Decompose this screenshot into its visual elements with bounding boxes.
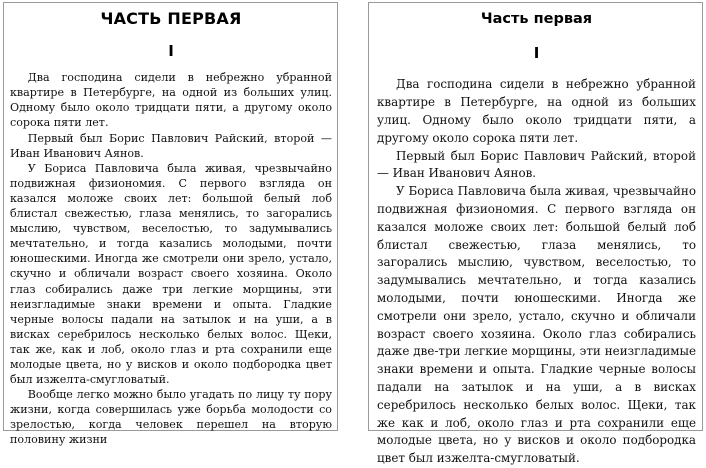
paragraph: У Бориса Павловича была живая, чрезвычайно подвижная физиономия. С первого взгляда он казался моложе своих лет: большой белый лоб блистал свежестью, глаза менялись, то загорались мыслию, чувством, веселостью, то задумывались мечтательно, и тогда казались молодыми, почти юношескими. Иногда же смотрели они зрело, устало, скучно и обличали возраст своего хозяина. Около глаз собирались даже три легкие морщины, эти неизгладимые знаки времени и опыта. Гладкие черные волосы падали на затылок и на уши, а в висках серебрилось несколько белых волос. Щеки, так же, как и лоб, около глаз и рта сохранили еще молодые цвета, но у висков и около подбородка цвет был изжелта-смугловатый. <box>10 161 332 387</box>
chapter-number: I <box>533 44 540 63</box>
chapter-number: I <box>168 42 174 61</box>
paragraph: Первый был Борис Павлович Райский, второй — Иван Иванович Аянов. <box>377 148 696 181</box>
paragraph: Первый был Борис Павлович Райский, второй — Иван Иванович Аянов. <box>10 131 332 160</box>
paragraph: Два господина сидели в небрежно убранной квартире в Петербурге, на одной из больших улиц. Одному было около тридцати пяти, а другому около сорока пяти лет. <box>10 71 332 130</box>
part-title: Часть первая <box>480 11 593 27</box>
part-title: ЧАСТЬ ПЕРВАЯ <box>100 9 242 28</box>
left-page <box>3 2 338 447</box>
paragraph: Вообще легко можно было угадать по лицу ту пору жизни, когда совершилась уже борьба молодости со зрелостью, когда человек перешел на вторую половину жизни <box>10 388 332 447</box>
paragraph: Два господина сидели в небрежно убранной квартире в Петербурге, на одной из больших улиц. Одному было около тридцати пяти, а другому около сорока пяти лет. <box>377 77 696 145</box>
right-page <box>368 2 703 466</box>
paragraph: У Бориса Павловича была живая, чрезвычайно подвижная физиономия. С первого взгляда он казался моложе своих лет: большой белый лоб блистал свежестью, глаза менялись, то загорались мыслию, чувством, веселостью, то задумывались мечтательно, и тогда казались молодыми, почти юношескими. Иногда же смотрели они зрело, устало, скучно и обличали возраст своего хозяина. Около глаз собирались даже две-три легкие морщины, эти неизгладимые знаки времени и опыта. Гладкие черные волосы падали на затылок и на уши, а в висках серебрилось несколько белых волос. Щеки, так же как и лоб, около глаз и рта сохранили еще молодые цвета, но у висков и около подбородка цвет был изжелта-смугловатый. <box>377 184 696 466</box>
